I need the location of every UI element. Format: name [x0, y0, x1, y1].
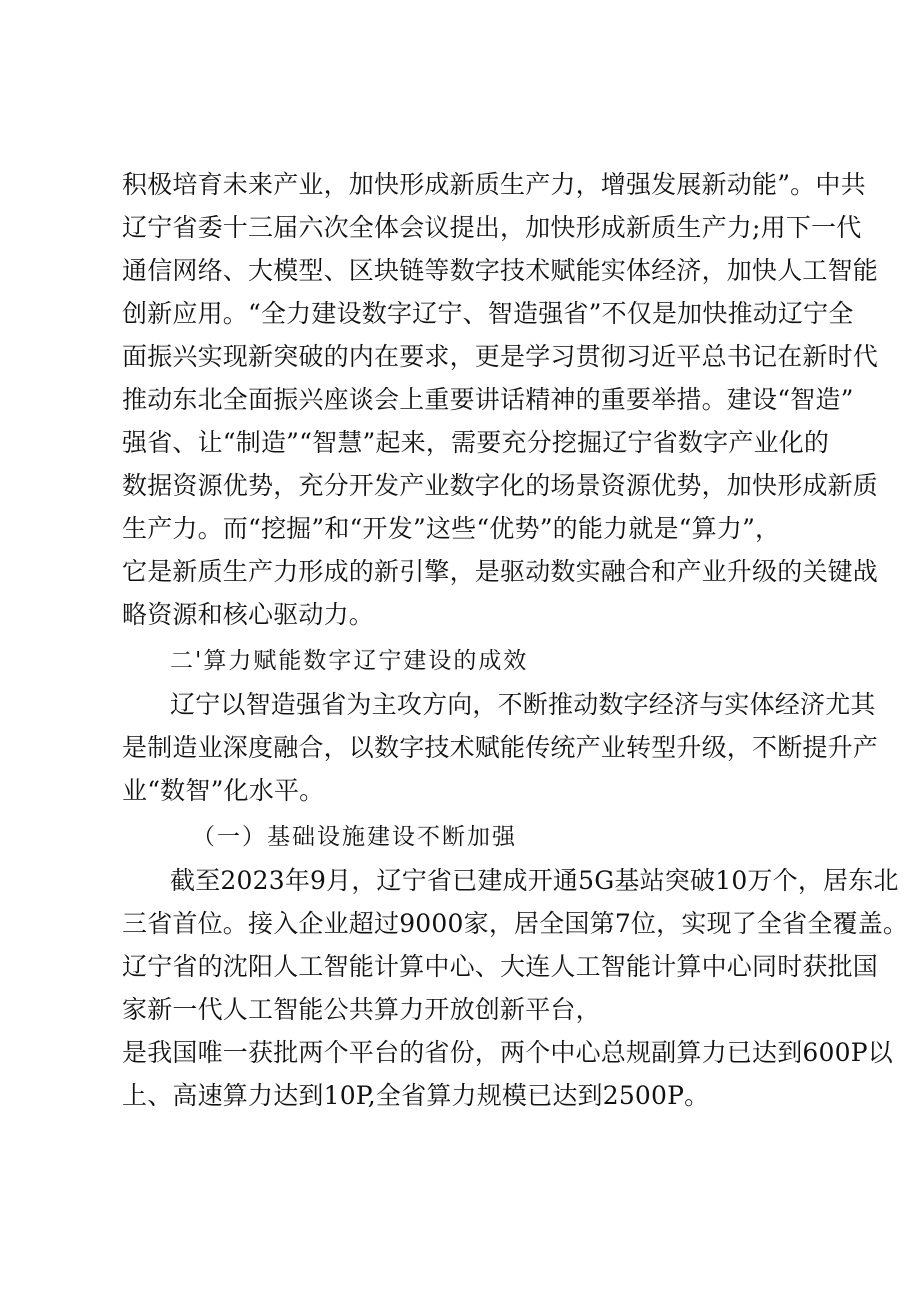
body-line: 上、高速算力达到10P,全省算力规模已达到2500P。	[122, 1081, 710, 1110]
body-line: 数据资源优势，充分开发产业数字化的场景资源优势，加快形成新质	[122, 471, 879, 500]
body-line: 三省首位。接入企业超过9000家，居全国第7位，实现了全省全覆盖。	[122, 909, 909, 938]
body-line: 辽宁省委十三届六次全体会议提出，加快形成新质生产力;用下一代	[122, 213, 862, 242]
body-line: 是我国唯一获批两个平台的省份，两个中心总规副算力已达到600P以	[122, 1038, 893, 1067]
body-line: 面振兴实现新突破的内在要求，更是学习贯彻习近平总书记在新时代	[122, 342, 879, 371]
body-line: 辽宁以智造强省为主攻方向，不断推动数字经济与实体经济尤其	[170, 690, 876, 719]
body-line: 生产力。而“挖掘”和“开发”这些“优势”的能力就是“算力”，	[122, 514, 781, 543]
body-line: 推动东北全面振兴座谈会上重要讲话精神的重要举措。建设“智造”	[122, 385, 854, 414]
body-line: 截至2023年9月，辽宁省已建成开通5G基站突破10万个，居东北	[170, 866, 899, 895]
body-line: 家新一代人工智能公共算力开放创新平台，	[122, 995, 601, 1024]
body-line: 强省、让“制造”“智慧”起来，需要充分挖掘辽宁省数字产业化的	[122, 428, 830, 457]
body-line: 通信网络、大模型、区块链等数字技术赋能实体经济，加快人工智能	[122, 256, 879, 285]
body-line: 它是新质生产力形成的新引擎，是驱动数实融合和产业升级的关键战	[122, 557, 879, 586]
body-line: 略资源和核心驱动力。	[122, 600, 375, 629]
body-line: 积极培育未来产业，加快形成新质生产力，增强发展新动能”。中共	[122, 170, 866, 199]
section-heading: 二'算力赋能数字辽宁建设的成效	[170, 648, 529, 674]
body-line: 辽宁省的沈阳人工智能计算中心、大连人工智能计算中心同时获批国	[122, 952, 879, 981]
body-line: 是制造业深度融合，以数字技术赋能传统产业转型升级，不断提升产	[122, 733, 879, 762]
subsection-heading: （一）基础设施建设不断加强	[192, 824, 517, 850]
body-line: 创新应用。“全力建设数字辽宁、智造强省”不仅是加快推动辽宁全	[122, 299, 854, 328]
body-line: 业“数智”化水平。	[122, 776, 325, 805]
